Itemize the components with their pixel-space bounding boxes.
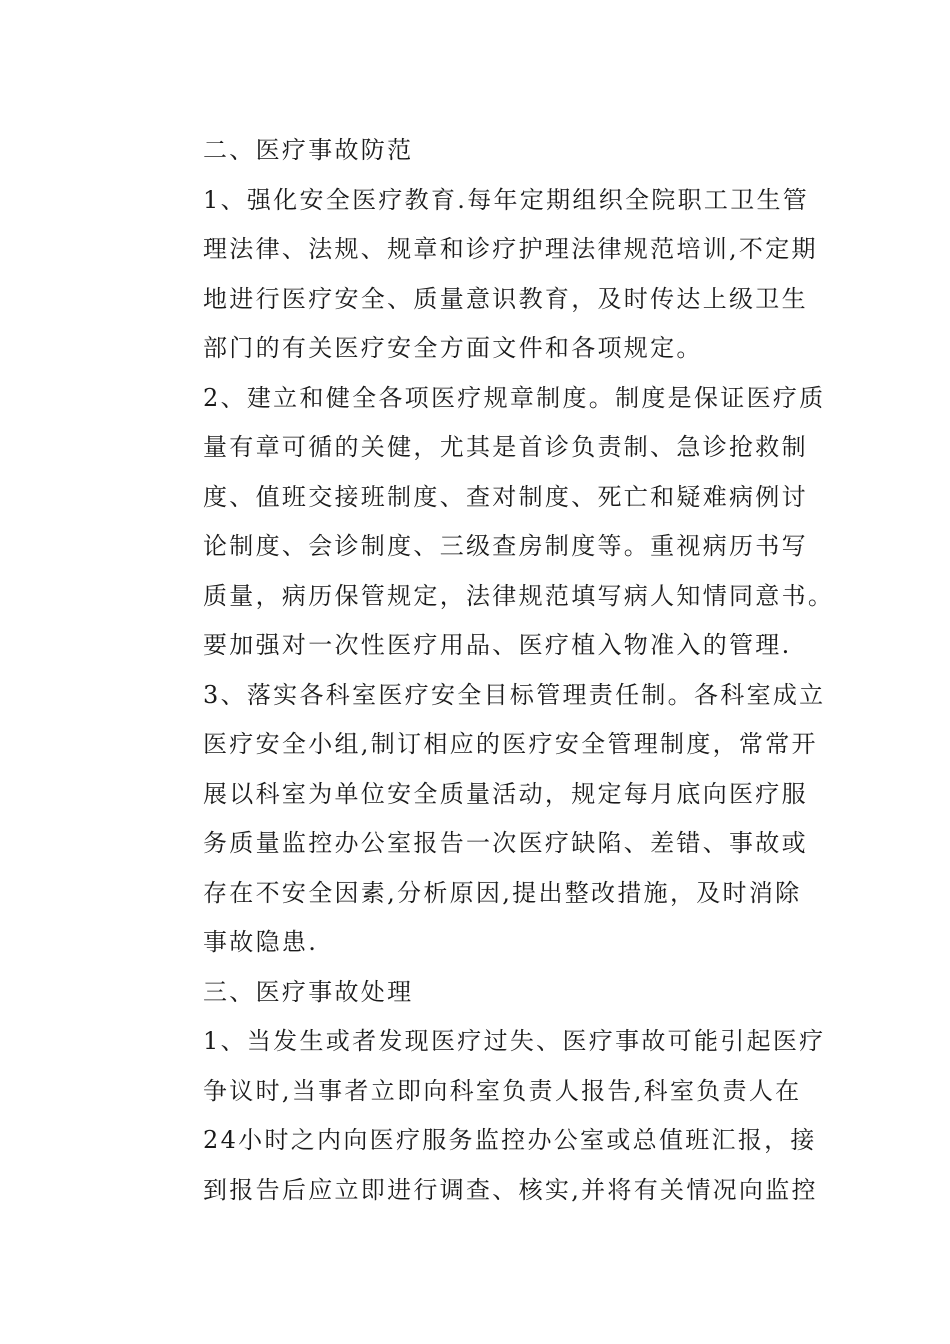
- text-line: 存在不安全因素,分析原因,提出整改措施，及时消除: [203, 878, 802, 907]
- text-line: 事故隐患.: [203, 928, 319, 956]
- text-line: 度、值班交接班制度、查对制度、死亡和疑难病例讨: [203, 482, 808, 511]
- section-heading-prevention: 二、医疗事故防范: [203, 136, 414, 164]
- text-line: 到报告后应立即进行调查、核实,并将有关情况向监控: [203, 1175, 818, 1204]
- section-heading-handling: 三、医疗事故处理: [203, 977, 414, 1006]
- text-line: 展以科室为单位安全质量活动，规定每月底向医疗服: [203, 779, 808, 808]
- text-line: 争议时,当事者立即向科室负责人报告,科室负责人在: [203, 1076, 802, 1105]
- text-line: 质量，病历保管规定，法律规范填写病人知情同意书。: [203, 581, 835, 610]
- text-line: 地进行医疗安全、质量意识教育，及时传达上级卫生: [203, 284, 808, 313]
- text-line: 医疗安全小组,制订相应的医疗安全管理制度，常常开: [203, 730, 818, 758]
- text-line: 要加强对一次性医疗用品、医疗植入物准入的管理.: [203, 631, 792, 659]
- text-line: 务质量监控办公室报告一次医疗缺陷、差错、事故或: [203, 829, 808, 857]
- text-line: 量有章可循的关健，尤其是首诊负责制、急诊抢救制: [203, 433, 808, 461]
- text-line: 24小时之内向医疗服务监控办公室或总值班汇报，接: [203, 1126, 817, 1154]
- text-line: 论制度、会诊制度、三级查房制度等。重视病历书写: [203, 532, 808, 560]
- text-line: 1、强化安全医疗教育.每年定期组织全院职工卫生管: [203, 185, 810, 214]
- text-line: 3、落实各科室医疗安全目标管理责任制。各科室成立: [203, 680, 826, 709]
- document-body: [203, 126, 835, 1215]
- text-line: 2、建立和健全各项医疗规章制度。制度是保证医疗质: [203, 383, 826, 412]
- text-line: 部门的有关医疗安全方面文件和各项规定。: [203, 334, 703, 362]
- text-line: 1、当发生或者发现医疗过失、医疗事故可能引起医疗: [203, 1027, 826, 1055]
- text-line: 理法律、法规、规章和诊疗护理法律规范培训,不定期: [203, 235, 818, 263]
